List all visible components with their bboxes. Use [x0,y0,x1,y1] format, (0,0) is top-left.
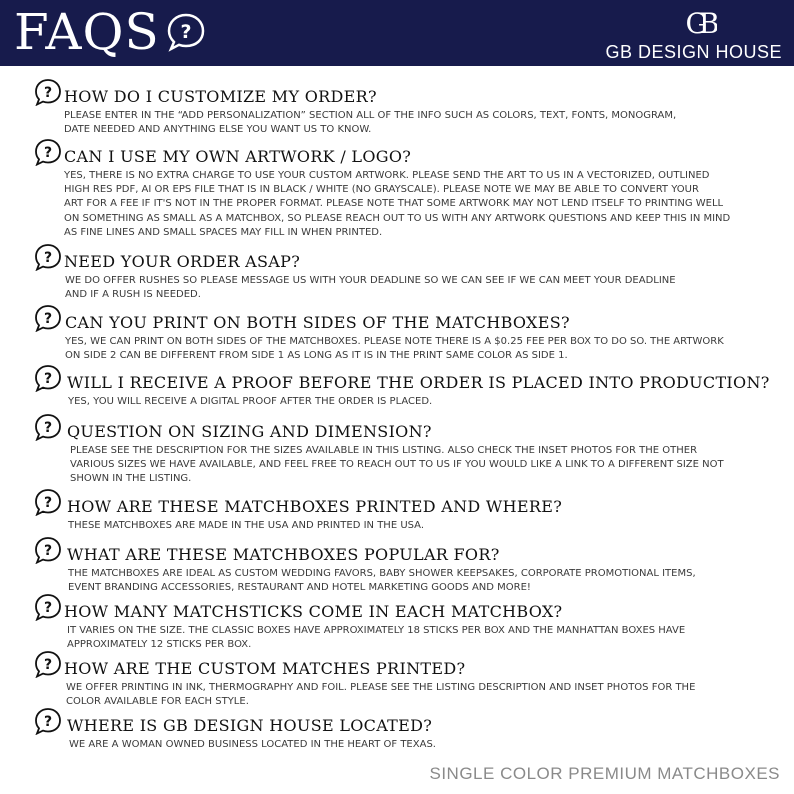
faq-answer-line: PLEASE ENTER IN THE “ADD PERSONALIZATION” SECTION ALL OF THE INFO SUCH AS COLORS, TEXT, FONTS, MONOGRAM, [64,110,677,121]
faq-answer-line: COLOR AVAILABLE FOR EACH STYLE. [66,696,249,708]
faq-answer-line: YES, WE CAN PRINT ON BOTH SIDES OF THE MATCHBOXES. PLEASE NOTE THERE IS A $0.25 FEE PER BOX TO DO SO. THE ARTWORK [65,336,724,347]
question-bubble-icon [166,12,206,52]
question-bubble-icon [34,413,62,441]
faq-answer-line: WE DO OFFER RUSHES SO PLEASE MESSAGE US WITH YOUR DEADLINE SO WE CAN SEE IF WE CAN MEET YOUR DEADLINE [65,275,676,286]
faq-answer-line: ART FOR A FEE IF IT'S NOT IN THE PROPER FORMAT. PLEASE NOTE THAT SOME ARTWORK MAY NOT LEND ITSELF TO PRINTING WELL [64,198,724,210]
question-bubble-icon [34,78,62,106]
faq-answer-line: YES, THERE IS NO EXTRA CHARGE TO USE YOUR CUSTOM ARTWORK. PLEASE SEND THE ART TO US IN A VECTORIZED, OUTLINED [64,170,710,181]
faq-answer [65,274,765,302]
faq-question: NEED YOUR ORDER ASAP? [64,252,301,271]
faq-answer-line: THESE MATCHBOXES ARE MADE IN THE USA AND PRINTED IN THE USA. [68,520,425,531]
faq-answer-line: AS FINE LINES AND SMALL SPACES MAY FILL IN WHEN PRINTED. [64,226,383,238]
svg-text:?: ? [43,543,53,559]
faq-answer [64,169,764,240]
footer-caption: SINGLE COLOR PREMIUM MATCHBOXES [429,764,780,783]
question-bubble-icon [34,593,62,621]
faq-answer [68,395,768,409]
svg-text:?: ? [43,371,53,387]
faq-answer-line: HIGH RES PDF, AI OR EPS FILE THAT IS IN BLACK / WHITE (NO GRAYSCALE). PLEASE NOTE WE MAY BE ABLE TO CONVERT YOUR [64,184,699,196]
faq-answer-line: PLEASE SEE THE DESCRIPTION FOR THE SIZES AVAILABLE IN THIS LISTING. ALSO CHECK THE INSET PHOTOS FOR THE OTHER [70,445,698,456]
svg-text:?: ? [43,145,53,161]
page-title: FAQS [14,3,160,61]
question-bubble-icon [34,138,62,166]
question-bubble-icon [34,304,62,332]
faq-answer-line: AND IF A RUSH IS NEEDED. [65,289,201,301]
question-bubble-icon [34,650,62,678]
header-banner [0,0,794,66]
faq-question: HOW MANY MATCHSTICKS COME IN EACH MATCHBOX? [64,602,563,621]
svg-text:?: ? [180,21,192,43]
faq-answer-line: WE OFFER PRINTING IN INK, THERMOGRAPHY AND FOIL. PLEASE SEE THE LISTING DESCRIPTION AND INSET PHOTOS FOR THE [66,682,696,693]
faq-question: HOW DO I CUSTOMIZE MY ORDER? [64,87,377,106]
faq-question: CAN YOU PRINT ON BOTH SIDES OF THE MATCHBOXES? [65,313,570,332]
faq-answer-line: ON SOMETHING AS SMALL AS A MATCHBOX, SO PLEASE REACH OUT TO US WITH ANY ARTWORK QUESTIONS AND KEEP THIS IN MIND [64,212,731,224]
faq-answer [65,335,765,363]
svg-text:GB: GB [685,7,711,40]
faq-question: WHAT ARE THESE MATCHBOXES POPULAR FOR? [67,545,500,564]
svg-text:?: ? [43,311,53,327]
faq-question: CAN I USE MY OWN ARTWORK / LOGO? [64,147,412,166]
faq-answer [68,567,768,595]
faq-question: WHERE IS GB DESIGN HOUSE LOCATED? [67,716,433,735]
faq-question: HOW ARE THE CUSTOM MATCHES PRINTED? [64,659,466,678]
faq-answer [64,109,764,137]
faq-answer-line: SHOWN IN THE LISTING. [70,473,192,485]
faq-answer [70,444,770,487]
faq-answer-line: THE MATCHBOXES ARE IDEAL AS CUSTOM WEDDING FAVORS, BABY SHOWER KEEPSAKES, CORPORATE PROMOTIONAL ITEMS, [68,568,696,579]
svg-text:?: ? [43,495,53,511]
svg-text:?: ? [43,657,53,673]
faq-question: HOW ARE THESE MATCHBOXES PRINTED AND WHERE? [67,497,563,516]
faq-answer-line: EVENT BRANDING ACCESSORIES, RESTAURANT AND HOTEL MARKETING GOODS AND MORE! [68,582,531,594]
question-bubble-icon [34,536,62,564]
faq-answer-line: YES, YOU WILL RECEIVE A DIGITAL PROOF AFTER THE ORDER IS PLACED. [68,396,433,407]
svg-text:?: ? [43,250,53,266]
faq-answer [69,738,769,752]
faq-answer-line: ON SIDE 2 CAN BE DIFFERENT FROM SIDE 1 AS LONG AS IT IS IN THE PRINT SAME COLOR AS SIDE 1. [65,350,568,362]
faq-answer-line: VARIOUS SIZES WE HAVE AVAILABLE, AND FEEL FREE TO REACH OUT TO US IF YOU WOULD LIKE A LINK TO A DIFFERENT SIZE NOT [70,459,724,471]
question-bubble-icon [34,364,62,392]
svg-text:?: ? [43,600,53,616]
faq-answer [67,624,767,652]
faq-answer-line: APPROXIMATELY 12 STICKS PER BOX. [67,639,252,651]
question-bubble-icon [34,707,62,735]
faq-answer-line: DATE NEEDED AND ANYTHING ELSE YOU WANT US TO KNOW. [64,124,372,136]
faq-answer-line: WE ARE A WOMAN OWNED BUSINESS LOCATED IN THE HEART OF TEXAS. [69,739,436,750]
faq-question: QUESTION ON SIZING AND DIMENSION? [67,422,432,441]
gb-monogram-logo [679,4,717,42]
question-bubble-icon [34,243,62,271]
brand-name: GB DESIGN HOUSE [605,42,782,62]
question-bubble-icon [34,488,62,516]
svg-text:?: ? [43,714,53,730]
faq-question: WILL I RECEIVE A PROOF BEFORE THE ORDER IS PLACED INTO PRODUCTION? [67,373,770,392]
svg-text:?: ? [43,420,53,436]
faq-answer [66,681,766,709]
faq-answer [68,519,768,533]
faq-answer-line: IT VARIES ON THE SIZE. THE CLASSIC BOXES HAVE APPROXIMATELY 18 STICKS PER BOX AND THE MANHATTAN BOXES HAVE [67,625,686,636]
svg-text:?: ? [43,85,53,101]
